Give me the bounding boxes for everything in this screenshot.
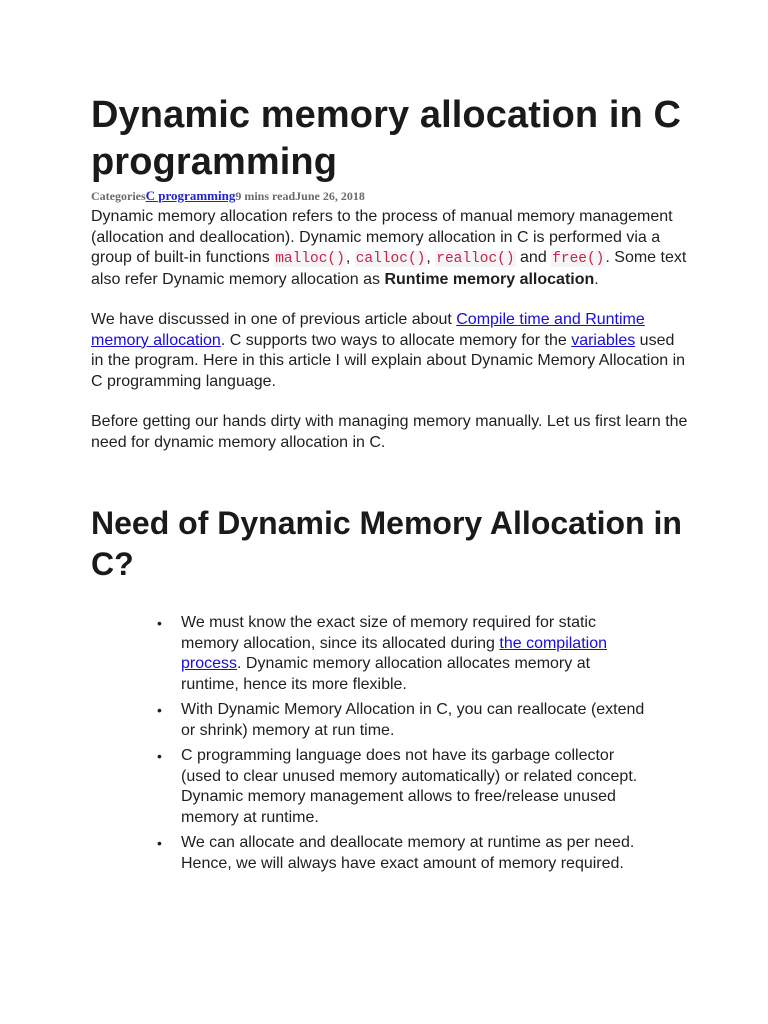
bullet-icon: • xyxy=(157,615,162,631)
intro-paragraph xyxy=(91,207,691,290)
list-item-text: C programming language does not have its garbage collector (used to clear unused memory automatically) or related concept. Dynamic memory management allows to free/release unused memory at runtime. xyxy=(181,747,638,826)
bold-term: Runtime memory allocation xyxy=(384,270,595,288)
publish-date: June 26, 2018 xyxy=(295,189,365,203)
compile-runtime-link[interactable]: Compile time and Runtime memory allocation xyxy=(91,311,645,349)
article-title: Dynamic memory allocation in C programming xyxy=(91,94,682,183)
code-realloc: realloc() xyxy=(436,251,515,267)
variables-link[interactable]: variables xyxy=(571,331,636,349)
paragraph-text: . C supports two ways to allocate memory for the xyxy=(220,331,572,349)
list-item xyxy=(157,833,651,874)
code-free: free() xyxy=(552,251,605,267)
list-item-text: We can allocate and deallocate memory at runtime as per need. Hence, we will always have exact amount of memory required. xyxy=(181,834,635,872)
list-item xyxy=(157,746,651,828)
categories-label: Categories xyxy=(91,189,146,203)
list-item xyxy=(157,700,651,741)
code-malloc: malloc() xyxy=(275,251,345,267)
list-item-text: We must know the exact size of memory required for static memory allocation, since its allocated during xyxy=(181,614,596,652)
intro-text: . Some text also refer Dynamic memory allocation as xyxy=(91,249,687,288)
bullet-icon: • xyxy=(157,835,162,851)
intro-separator: , xyxy=(426,249,436,266)
list-item xyxy=(157,613,651,695)
intro-separator: , xyxy=(345,249,355,266)
previous-article-paragraph xyxy=(91,310,691,392)
bullet-icon: • xyxy=(157,702,162,718)
intro-and: and xyxy=(515,249,552,266)
bullet-icon: • xyxy=(157,748,162,764)
category-link[interactable]: C programming xyxy=(145,188,236,203)
list-item-text: With Dynamic Memory Allocation in C, you can reallocate (extend or shrink) memory at run time. xyxy=(181,701,645,739)
article-meta xyxy=(91,188,691,204)
before-getting-paragraph: Before getting our hands dirty with managing memory manually. Let us first learn the need for dynamic memory allocation in C. xyxy=(91,413,688,451)
intro-text: Dynamic memory allocation refers to the process of manual memory management (allocation and deallocation). Dynamic memory allocation in C is performed via a group of built-in functions xyxy=(91,208,673,266)
article xyxy=(91,92,691,879)
section-heading: Need of Dynamic Memory Allocation in C? xyxy=(91,505,682,582)
compilation-process-link[interactable]: the compilation process xyxy=(181,634,607,672)
intro-end: . xyxy=(594,270,599,288)
list-item-text: . Dynamic memory allocation allocates memory at runtime, hence its more flexible. xyxy=(181,655,591,693)
paragraph-text: used in the program. Here in this article I will explain about Dynamic Memory Allocation in C programming language. xyxy=(91,331,686,390)
paragraph-text: We have discussed in one of previous article about xyxy=(91,311,457,328)
needs-list xyxy=(91,613,691,874)
code-calloc: calloc() xyxy=(355,251,426,267)
read-time: 9 mins read xyxy=(235,189,296,203)
